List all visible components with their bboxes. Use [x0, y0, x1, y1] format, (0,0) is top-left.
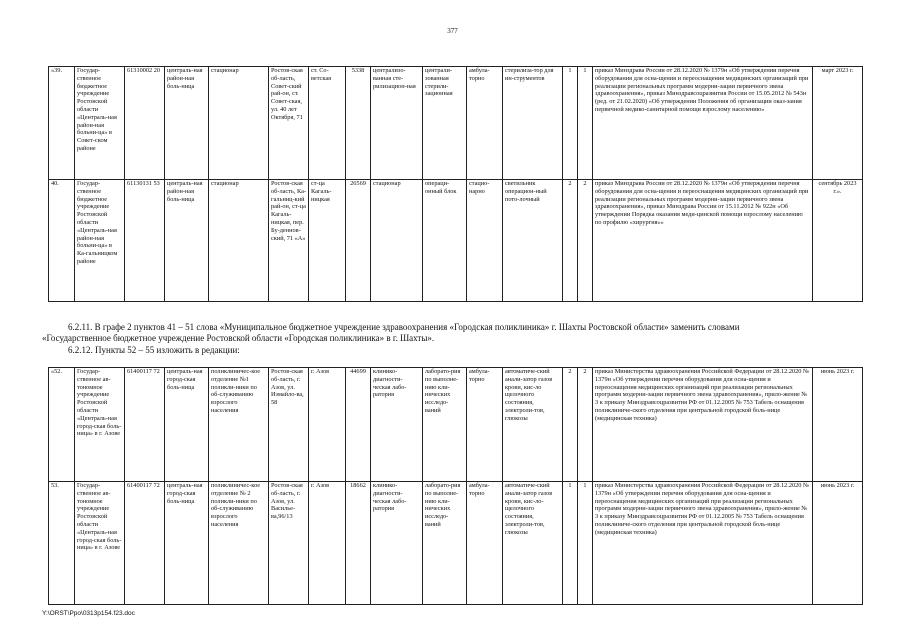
- cell-legal-basis: приказ Минздрава России от 28.12.2020 № 1379н «Об утверждении перечня оборудования для осна-щения и переоснащения медицинских организаций при реализации региональных программ модерни-зации первичного звена здравоохранения», приказ Минздравсоцразвития России от 15.05.2012 № 543н (ред. от 21.02.2020) «Об утверждении Положения об организации оказ-зания первичной медико-санитарной помощи взрослому населению»: [593, 67, 813, 180]
- cell-department: поликлиничес-кое отделение № 2 поликли-ники по об-служиванию взрослого населения: [209, 482, 269, 605]
- cell-unit: централизо-ванная сте-рилизацион-ная: [371, 67, 423, 180]
- cell-population: 5338: [346, 67, 371, 180]
- cell-deadline: июнь 2023 г.: [813, 368, 863, 482]
- cell-care-form: амбула-торно: [467, 368, 503, 482]
- paragraph-6-2-11-continuation: «Государственное бюджетное учреждение Ростовской области «Городская поликлиника» в г. Шахты».: [42, 333, 435, 343]
- cell-locality: ст-ца Кагаль-ницкая: [309, 180, 346, 302]
- cell-deadline: март 2023 г.: [813, 67, 863, 180]
- cell-code: 61400117 72: [125, 482, 165, 605]
- cell-care-form: стацио-нарно: [467, 180, 503, 302]
- paragraph-6-2-12: 6.2.12. Пункты 52 – 55 изложить в редакции:: [68, 345, 240, 355]
- cell-organization: Государ-ственное ав-тономное учреждение Ростовской области «Централь-ная город-ская боль-ница» в г. Азове: [75, 482, 125, 605]
- cell-quantity: 1: [563, 482, 578, 605]
- cell-equipment: автоматиче-ский анали-затор газов крови, кис-ло-щелочного состояния, электроли-тов, глюкозы: [503, 482, 563, 605]
- cell-row-number: 53.: [49, 482, 75, 605]
- cell-legal-basis: приказ Министерства здравоохранения Российской Федерации от 28.12.2020 № 1379н «Об утверждении перечня оборудования для осна-щения и переоснащения медицинских организаций при реализации региональных программ модерни-зации первичного звена здравоохранения», прило-жение № 3 к приказу Минздравсоцразвития РФ от 01.12.2005 № 753 Табель оснащения поликлиниче-ского отделения при центральной городской боль-нице (медицинская техника): [593, 482, 813, 605]
- table-row: [49, 180, 863, 302]
- cell-department: поликлиничес-кое отделение №1 поликли-ники по об-служиванию взрослого населения: [209, 368, 269, 482]
- cell-quantity: 2: [563, 368, 578, 482]
- cell-organization: Государ-ственное бюджетное учреждение Ростовской области «Централь-ная район-ная больни-ца» в Ка-гальницком районе: [75, 180, 125, 302]
- cell-row-number: 40.: [49, 180, 75, 302]
- cell-population: 44699: [346, 368, 371, 482]
- cell-deadline: сентябрь 2023 г.».: [813, 180, 863, 302]
- cell-department: стационар: [209, 67, 269, 180]
- cell-equipment: стерилиза-тор для ин-струментов: [503, 67, 563, 180]
- cell-legal-basis: приказ Министерства здравоохранения Российской Федерации от 28.12.2020 № 1379н «Об утверждении перечня оборудования для осна-щения и переоснащения медицинских организаций при реализации региональных программ модерни-зации первичного звена здравоохранения», прило-жение № 3 к приказу Минздравсоцразвития РФ от 01.12.2005 № 753 Табель оснащения поликлиниче-ского отделения при центральной городской боль-нице (медицинская техника): [593, 368, 813, 482]
- cell-unit: стационар: [371, 180, 423, 302]
- cell-care-form: амбула-торно: [467, 482, 503, 605]
- cell-care-form: амбула-торно: [467, 67, 503, 180]
- cell-address: Ростов-ская об-ласть, г. Азов, ул. Измайло-ва, 58: [269, 368, 309, 482]
- cell-population: 26569: [346, 180, 371, 302]
- cell-code: 61310002 20: [125, 67, 165, 180]
- cell-subdivision: лаборато-рия по выполне-нию кли-нических исследо-ваний: [423, 368, 467, 482]
- cell-equipment: светильник операцион-ный пото-лочный: [503, 180, 563, 302]
- cell-subdivision: централи-зованная стерили-зационная: [423, 67, 467, 180]
- paragraph-6-2-11: 6.2.11. В графе 2 пунктов 41 – 51 слова «Муниципальное бюджетное учреждение здравоохранения «Городская поликлиника» г. Шахты Ростовской области» заменить словами: [68, 322, 740, 332]
- cell-quantity: 1: [563, 67, 578, 180]
- cell-subdivision: лаборато-рия по выполне-нию кли-нических исследо-ваний: [423, 482, 467, 605]
- cell-locality: ст. Со-ветская: [309, 67, 346, 180]
- cell-facility-type: централь-ная район-ная боль-ница: [165, 67, 209, 180]
- cell-locality: г. Азов: [309, 368, 346, 482]
- cell-unit: клинико-диагности-ческая лабо-ратория: [371, 482, 423, 605]
- cell-address: Ростов-ская об-ласть, Ка-гальниц-кий рай-он, ст-ца Кагаль-ницкая, пер. Бу-деннов-ский, 71 «А»: [269, 180, 309, 302]
- file-path-footer: Y:\ORST\Ppo\0313p154.f23.doc: [42, 610, 135, 617]
- cell-unit: клинико-диагности-ческая лабо-ратория: [371, 368, 423, 482]
- cell-subdivision: операци-онный блок: [423, 180, 467, 302]
- table-row: [49, 67, 863, 180]
- page-number: 377: [447, 27, 458, 35]
- cell-quantity: 2: [563, 180, 578, 302]
- cell-organization: Государ-ственное ав-тономное учреждение Ростовской области «Централь-ная город-ская боль-ница» в г. Азове: [75, 368, 125, 482]
- cell-deadline: июнь 2023 г.: [813, 482, 863, 605]
- cell-population: 18662: [346, 482, 371, 605]
- cell-legal-basis: приказ Минздрава России от 28.12.2020 № 1379н «Об утверждении перечня оборудования для осна-щения и переоснащения медицинских организаций при реализации региональных программ модерни-зации первичного звена здравоохранения», приказ Минздрава России от 15.11.2012 № 922н «Об утверждении Порядка оказания меди-цинской помощи взрослому населению по профилю «хирургия»»: [593, 180, 813, 302]
- equipment-table-1: [48, 66, 863, 302]
- cell-quantity-planned: 2: [578, 180, 593, 302]
- cell-facility-type: централь-ная город-ская боль-ница: [165, 482, 209, 605]
- cell-code: 61130131 53: [125, 180, 165, 302]
- cell-locality: г. Азов: [309, 482, 346, 605]
- cell-row-number: «52.: [49, 368, 75, 482]
- cell-department: стационар: [209, 180, 269, 302]
- equipment-table-2: [48, 367, 863, 605]
- cell-quantity-planned: 1: [578, 482, 593, 605]
- cell-quantity-planned: 1: [578, 67, 593, 180]
- cell-quantity-planned: 2: [578, 368, 593, 482]
- cell-code: 61400117 72: [125, 368, 165, 482]
- table-row: [49, 368, 863, 482]
- cell-facility-type: централь-ная район-ная боль-ница: [165, 180, 209, 302]
- cell-address: Ростов-ская об-ласть, Совет-ский рай-он, ст. Совет-ская, ул. 40 лет Октября, 71: [269, 67, 309, 180]
- cell-facility-type: централь-ная город-ская боль-ница: [165, 368, 209, 482]
- cell-address: Ростов-ская об-ласть, г. Азов, ул. Василье-ва,96/13: [269, 482, 309, 605]
- table-row: [49, 482, 863, 605]
- cell-equipment: автоматиче-ский анали-затор газов крови, кис-ло щелочного состояния, электроли-тов, глюкозы: [503, 368, 563, 482]
- cell-row-number: «39.: [49, 67, 75, 180]
- cell-organization: Государ-ственное бюджетное учреждение Ростовской области «Централь-ная район-ная больни-ца» в Совет-ском районе: [75, 67, 125, 180]
